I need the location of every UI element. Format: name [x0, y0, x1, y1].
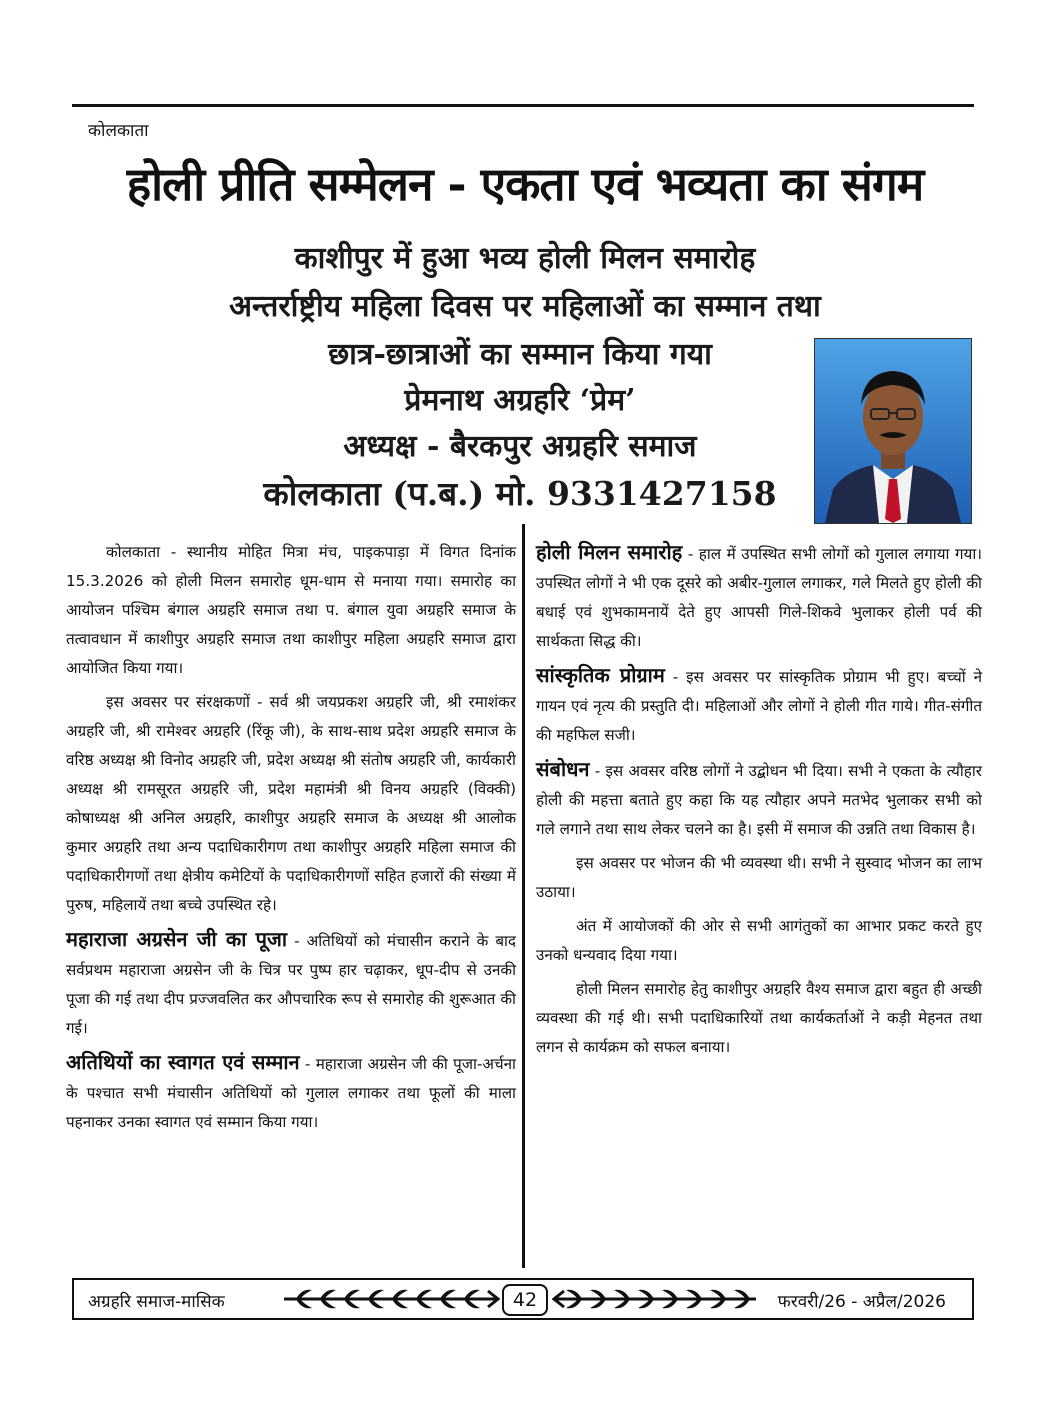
right-column	[536, 538, 982, 1067]
section-heading: अतिथियों का स्वागत एवं सम्मान	[66, 1050, 300, 1074]
headline: होली प्रीति सम्मेलन - एकता एवं भव्यता का संगम	[126, 157, 924, 211]
top-rule	[72, 104, 974, 107]
paragraph	[66, 1048, 516, 1137]
paragraph-text: - इस अवसर वरिष्ठ लोगों ने उद्बोधन भी दिया। सभी ने एकता के त्यौहार होली की महत्ता बताते हुए कहा कि यह त्यौहार अपने मतभेद भुलाकर सभी को गले लगाने तथा साथ लेकर चलने का है। इसी में समाज की उन्नति तथा विकास है।	[536, 762, 982, 838]
page-footer	[72, 1278, 974, 1320]
vine-ornament-icon	[282, 1286, 500, 1312]
paragraph	[536, 755, 982, 844]
section-heading: सांस्कृतिक प्रोग्राम	[536, 663, 665, 687]
paragraph	[536, 661, 982, 750]
paragraph-text: - महाराजा अग्रसेन जी की पूजा-अर्चना के पश्चात सभी मंचासीन अतिथियों को गुलाल लगाकर तथा फूलों की माला पहनाकर उनका स्वागत एवं सम्मान किया गया।	[66, 1055, 516, 1131]
subheading-3: छात्र-छात्राओं का सम्मान किया गया	[328, 337, 712, 372]
paragraph: अंत में आयोजकों की ओर से सभी आगंतुकों का आभार प्रकट करते हुए उनको धन्यवाद दिया गया।	[536, 917, 982, 964]
column-divider	[522, 524, 525, 1268]
author-photo	[814, 338, 972, 524]
page-number: 42	[502, 1284, 548, 1316]
city-label: कोलकाता	[88, 121, 149, 141]
subheading-1: काशीपुर में हुआ भव्य होली मिलन समारोह	[294, 241, 756, 276]
issue-date: फरवरी/26 - अप्रैल/2026	[777, 1292, 946, 1312]
paragraph	[536, 538, 982, 656]
paragraph: कोलकाता - स्थानीय मोहित मित्रा मंच, पाइकपाड़ा में विगत दिनांक 15.3.2026 को होली मिलन समारोह धूम-धाम से मनाया गया। समारोह का आयोजन पश्चिम बंगाल अग्रहरि समाज तथा प. बंगाल युवा अग्रहरि समाज के तत्वावधान में काशीपुर अग्रहरि समाज तथा काशीपुर महिला अग्रहरि समाज द्वारा आयोजित किया गया।	[66, 543, 516, 677]
author-name: प्रेमनाथ अग्रहरि ‘प्रेम’	[404, 383, 636, 418]
paragraph: इस अवसर पर संरक्षकणों - सर्व श्री जयप्रकश अग्रहरि जी, श्री रमाशंकर अग्रहरि जी, श्री रामेश्वर अग्रहरि (रिंकू जी), के साथ-साथ प्रदेश अग्रहरि समाज के वरिष्ठ अध्यक्ष श्री विनोद अग्रहरि जी, प्रदेश अध्यक्ष श्री संतोष अग्रहरि जी, कार्यकारी अध्यक्ष श्री रामसूरत अग्रहरि जी, प्रदेश महामंत्री श्री विनय अग्रहरि (विक्की) कोषाध्यक्ष श्री अनिल अग्रहरि, काशीपुर अग्रहरि समाज के अध्यक्ष श्री आलोक कुमार अग्रहरि तथा अन्य पदाधिकारीगण तथा काशीपुर अग्रहरि महिला समाज की पदाधिकारीगणों तथा क्षेत्रीय कमेटियों के पदाधिकारीगणों सहित हजारों की संख्या में पुरुष, महिलायें तथा बच्चे उपस्थित रहे।	[66, 693, 516, 914]
paragraph-text: - इस अवसर पर सांस्कृतिक प्रोग्राम भी हुए। बच्चों ने गायन एवं नृत्य की प्रस्तुति दी। महिलाओं और लोगों ने होली गीत गाये। गीत-संगीत की महफिल सजी।	[536, 668, 982, 744]
left-column	[66, 538, 516, 1142]
publication-name: अग्रहरि समाज-मासिक	[88, 1292, 225, 1312]
section-heading: संबोधन	[536, 757, 590, 781]
paragraph: होली मिलन समारोह हेतु काशीपुर अग्रहरि वैश्य समाज द्वारा बहुत ही अच्छी व्यवस्था की गई थी। सभी पदाधिकारियों तथा कार्यकर्ताओं ने कड़ी मेहनत तथा लगन से कार्यक्रम को सफल बनाया।	[536, 980, 982, 1056]
section-heading: होली मिलन समारोह	[536, 540, 683, 564]
author-title: अध्यक्ष - बैरकपुर अग्रहरि समाज	[343, 429, 697, 464]
paragraph-text: - हाल में उपस्थित सभी लोगों को गुलाल लगाया गया। उपस्थित लोगों ने भी एक दूसरे को अबीर-गुलाल लगाकर, गले मिलते हुए होली की बधाई एवं शुभकामनायें देते हुए आपसी गिले-शिकवे भुलाकर होली पर्व की सार्थकता सिद्ध की।	[536, 545, 983, 650]
paragraph	[66, 925, 516, 1043]
paragraph: इस अवसर पर भोजन की भी व्यवस्था थी। सभी ने सुस्वाद भोजन का लाभ उठाया।	[536, 854, 982, 901]
paragraph-text: - अतिथियों को मंचासीन कराने के बाद सर्वप्रथम महाराजा अग्रसेन जी के चित्र पर पुष्प हार चढ़ाकर, धूप-दीप से उनकी पूजा की गई तथा दीप प्रज्जवलित कर औपचारिक रूप से समारोह की शुरूआत की गई।	[66, 932, 516, 1037]
author-contact: कोलकाता (प.ब.) मो. 9331427158	[263, 474, 777, 513]
subheading-2: अन्तर्राष्ट्रीय महिला दिवस पर महिलाओं का सम्मान तथा	[229, 289, 821, 324]
section-heading: महाराजा अग्रसेन जी का पूजा	[66, 927, 288, 951]
vine-ornament-icon	[552, 1286, 758, 1312]
